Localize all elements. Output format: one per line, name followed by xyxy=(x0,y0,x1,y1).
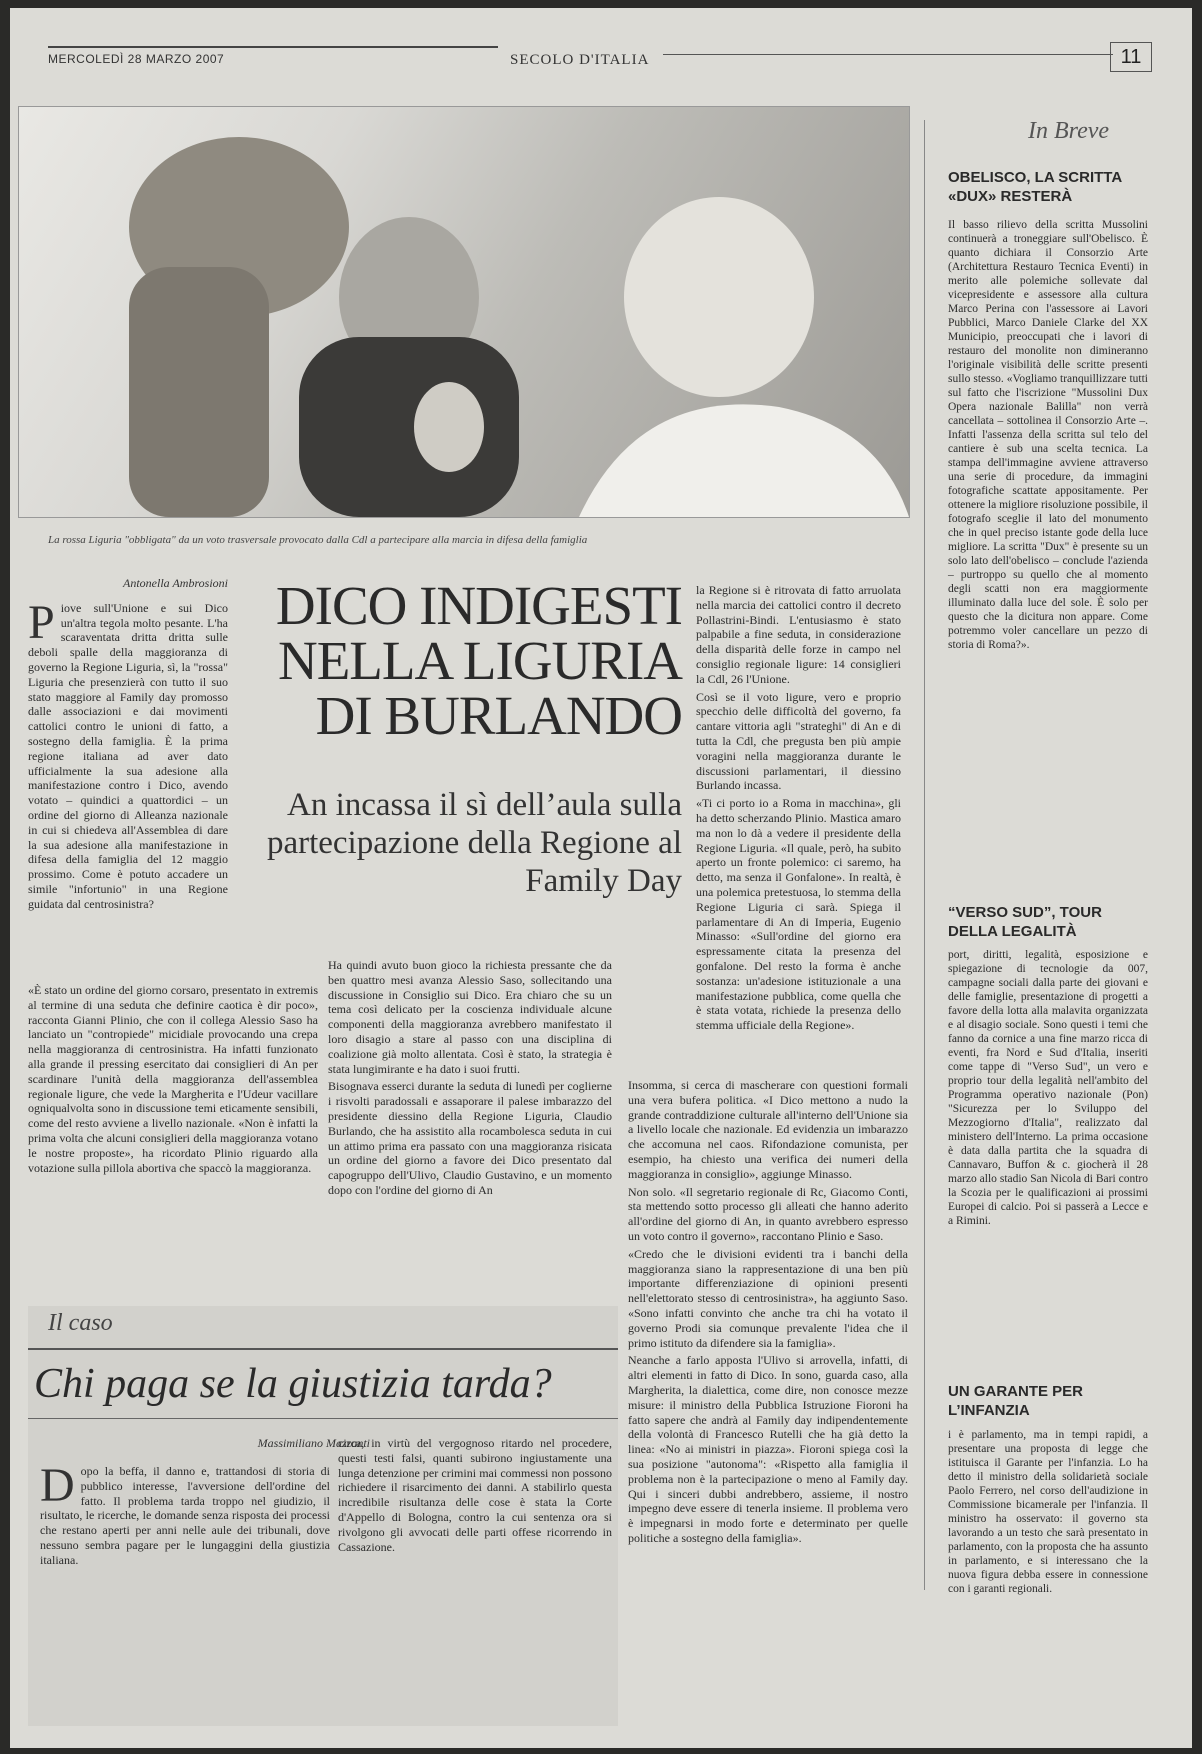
masthead-rule-right xyxy=(663,54,1113,55)
caso-col1-text: opo la beffa, il danno e, trattandosi di storia di pubblico interesse, l'avversione dell'ordine del fatto. Il problema tarda troppo nel giudizio, il risultato, le ricerche, le domande senza risposta dei processi che restano aperti per anni nelle aule dei tribunali, dove nessuno sembra pagare per le lungaggini della giustizia italiana. xyxy=(40,1464,330,1567)
sidebar-divider xyxy=(924,120,925,1590)
article-col2b-text: Bisognava esserci durante la seduta di lunedì per coglierne i risvolti paradossali e assaporare il palese imbarazzo del presidente diessino della Regione Liguria, Claudio Burlando, che ha assistito alla rocambolesca seduta in cui un attimo prima era passato con una maggioranza risicata un ordine del giorno a favore dei Dico presentato dal capogruppo dell'Ulivo, Claudio Gustavino, e un momento dopo con l'ordine del giorno di An xyxy=(328,1079,612,1197)
article-col1-text: iove sull'Unione e sui Dico un'altra tegola molto pesante. L'ha scaraventata dritta dritta sulle deboli spalle della maggioranza di governo la Regione Liguria, sì, la "rossa" Liguria che presenzierà con tutto il suo stato maggiore al Family day promosso dalle associazioni e dai movimenti cattolici contro le unioni di fatto, a sostegno della famiglia. È la prima regione italiana ad aver dato ufficialmente la sua adesione alla manifestazione contro i Dico, avendo votato – quindici a quattordici – un ordine del giorno di Alleanza nazionale in cui si chiedeva all'Assemblea di dare la sua adesione alla manifestazione in difesa della famiglia del 12 maggio prossimo. Come è potuto accadere un simile "infortunio" in una Regione guidata dal centrosinistra? xyxy=(28,600,228,911)
article-col3e-text: Non solo. «Il segretario regionale di Rc, Giacomo Conti, sta mettendo sotto processo gli alleati che hanno aderito all'ordine del giorno di An, in quanto avrebbero espresso un voto contro il governo», raccontano Plinio e Saso. xyxy=(628,1184,908,1243)
brief-2-title: “VERSO SUD”, TOUR DELLA LEGALITÀ xyxy=(948,904,1102,940)
brief-2-text: port, diritti, legalità, esposizione e spiegazione di tecnologie da 007, campagne sociali dalla parte dei giovani e delle famiglie, presentazione di progetti a favore della lotta alla malavita organizzata e al disagio sociale. Sono questi i temi che fanno da cornice a una fine marzo ricca di eventi, fra Nord e Sud d'Italia, inseriti come tappe di "Verso Sud", un vero e proprio tour della legalità nell'ambito del Programma operativo nazionale (Pon) "Sicurezza per lo Sviluppo del Mezzogiorno d'Italia", realizzato dal ministero dell'Interno. La prima occasione è data dalla partita che la squadra di Cannavaro, Buffon & c. giocherà il 28 marzo allo stadio San Nicola di Bari contro la Scozia per le qualificazioni ai prossimi Europei di calcio. Poi si passerà a Lecce e a Rimini. xyxy=(948,949,1148,1227)
brief-1-title: OBELISCO, LA SCRITTA «DUX» RESTERÀ xyxy=(948,169,1122,205)
photo-illustration xyxy=(19,107,909,517)
article-column-4 xyxy=(628,1078,908,1718)
article-subhead: An incassa il sì dell’aula sulla partecipazione della Regione al Family Day xyxy=(266,787,682,899)
paper-name: SECOLO D'ITALIA xyxy=(510,52,650,68)
article-column-1 xyxy=(28,576,228,915)
article-col3f-text: «Credo che le divisioni evidenti tra i banchi della maggioranza siano la rappresentazione di una ben più importante differenziazione di opinioni presenti nell'elettorato stesso di centrosinistra», ha aggiunto Saso. «Sono infatti convinto che anche tra chi ha votato il governo Prodi sia comunque prevalente l'idea che il primo istituto da difendere sia la famiglia». xyxy=(628,1246,908,1350)
article-column-3 xyxy=(696,583,901,1036)
masthead xyxy=(48,42,1148,76)
article-col3d-text: Insomma, si cerca di mascherare con questioni formali una vera bufera politica. «I Dico mettono a nudo la grande contraddizione culturale all'interno dell'Unione sia a livello locale che nazionale. Ed evidenzia un imbarazzo che accomuna nel caos. Rifondazione comunista, per esempio, ha chiesto una verifica dei numeri della maggioranza in consiglio», aggiunge Minasso. xyxy=(628,1078,908,1181)
article-column-1b xyxy=(28,983,318,1178)
article-col1b-text: «È stato un ordine del giorno corsaro, presentato in extremis al termine di una seduta che definire caotica è dir poco», racconta Gianni Plinio, che con il collega Alessio Saso ha lanciato un "contropiede" micidiale provocando una crepa nella maggioranza di centrosinistra. Ha infatti funzionato alla grande il pressing esercitato dai consiglieri di An per scardinare l'unità della maggioranza dell'assemblea regionale ligure, che vede la Margherita e l'Udeur vacillare ogniqualvolta sono in discussione temi eticamente sensibili, come del resto avviene a livello nazionale. «Non è infatti la prima volta che alcuni consiglieri della maggioranza votano le nostre proposte», ha ricordato Plinio riguardo alla votazione sulla pillola abortiva che spaccò la maggioranza. xyxy=(28,983,318,1175)
drop-cap-d: D xyxy=(40,1464,75,1512)
article-col3c-text: «Ti ci porto io a Roma in macchina», gli ha detto scherzando Plinio. Mastica amaro ma non lo dà a vedere il presidente della Regione Liguria. «Il quale, però, ha subito aperto un fronte polemico: ci saremo, ha detto, ma senza il Gonfalone». In realtà, è una polemica pretestuosa, lo stemma della Regione Liguria ci sarà. Spiega il parlamentare di An di Imperia, Eugenio Minasso: «Sull'ordine del giorno era espressamente citata la presenza del gonfalone. Del resto la forma è anche sostanza: un'adesione istituzionale a una manifestazione pubblica, come quella che è stata votata, richiede la presenza dello stemma ufficiale della Regione». xyxy=(696,796,901,1033)
caso-column-2 xyxy=(338,1436,612,1716)
caso-rule-bottom xyxy=(28,1418,618,1419)
article-col3-text: la Regione si è ritrovata di fatto arruolata nella marcia dei cattolici contro il decreto Pollastrini-Bindi. L'entusiasmo è stato palpabile a fine seduta, in considerazione della disparità delle forze in campo nel consiglio regionale ligure: 14 consiglieri la Cdl, 26 l'Unione. xyxy=(696,583,901,686)
caso-col2-text: circa, in virtù del vergognoso ritardo nel procedere, questi testi falsi, quanti subirono ingiustamente una lunga detenzione per crimini mai commessi non possono richiedere il risarcimento dei danni. A stabilirlo questa incredibile risultanza delle cose è stata la Corte d'Appello di Bologna, contro la cui sentenza ora si rivolgono gli avvocati delle parti offese ricorrendo in Cassazione. xyxy=(338,1436,612,1554)
masthead-rule-left xyxy=(48,46,498,48)
photo-caption: La rossa Liguria "obbligata" da un voto trasversale provocato dalla Cdl a partecipare alla marcia in difesa della famiglia xyxy=(48,534,588,546)
brief-1-text: Il basso rilievo della scritta Mussolini continuerà a troneggiare sull'Obelisco. È quanto dichiara il Consorzio Arte (Architettura Restauro Tecnica Eventi) in merito alle polemiche sollevate dal vicepresidente e assessore alla cultura Marco Perina con l'assessore ai Lavori Pubblici, Marco Daniele Clarke del XX Municipio, preoccupati che i lavori di restauro del monolite non dimineranno l'originale visibilità delle scritte presenti sullo stesso. «Vogliamo tranquillizzare tutti sul fatto che l'iscrizione "Mussolini Dux Opera nazionale Balilla" non verrà cancellata – sottolinea il Consorzio Arte –. Infatti l'assenza della scritta sul telo del cantiere è sub una scelta tecnica. La stampa dell'immagine avviene attraverso una serie di procedure, da immagini fotografiche scattate appositamente. Per ottenere la migliore risoluzione possibile, il fotografo sceglie il lato del monumento che in quel preciso istante gode della luce migliore. La scritta "Dux" è presente su un solo lato dell'obelisco – conclude l'azienda – purtroppo su quello che al momento degli scatti non era maggiormente illuminato dalla luce del sole. È solo per questo che la dicitura non appare. Come potremmo voler cancellare un pezzo di storia di Roma?». xyxy=(948,219,1148,651)
caso-rule-top xyxy=(28,1348,618,1350)
article-col2-text: Ha quindi avuto buon gioco la richiesta pressante che da ben quattro mesi avanza Alessio Saso, sollecitando una discussione in Consiglio sui Dico. Era chiaro che su un tema così delicato per la coscienza individuale alcune componenti della maggioranza avrebbero manifestato il loro disagio a stare al passo con una disciplina di coalizione già molto allentata. Così è stato, la strategia è stata lungimirante e ha dato i suoi frutti. xyxy=(328,958,612,1076)
page-number: 11 xyxy=(1110,42,1152,72)
caso-label: Il caso xyxy=(48,1310,113,1336)
article-column-2 xyxy=(328,958,612,1201)
caso-column-1 xyxy=(40,1464,330,1714)
brief-3-text: i è parlamento, ma in tempi rapidi, a presentare una proposta di legge che istituisca il Garante per l'infanzia. Lo ha detto il ministro della solidarietà sociale Paolo Ferrero, nel corso dell'audizione in Commissione bicamerale per l'infanzia. Il ministro ha osservato: il governo sta lavorando a un testo che sarà presentato in parlamento, con la proposta che ha assunto in parlamento, e si interessano che la nuova figura debba essere in connessione con i garanti regionali. xyxy=(948,1429,1148,1595)
article-col3b-text: Così se il voto ligure, vero e proprio specchio delle difficoltà del governo, fa cantare vittoria agli "strateghi" di An e di tutta la Cdl, che pregusta ben più ampie voragini nella maggioranza durante le discussioni parlamentari, il diessino Burlando incassa. xyxy=(696,689,901,793)
brief-3-title: UN GARANTE PER L’INFANZIA xyxy=(948,1383,1084,1419)
article-byline: Antonella Ambrosioni xyxy=(123,576,228,590)
sidebar-label: In Breve xyxy=(1028,118,1110,144)
article-col3g-text: Neanche a farlo apposta l'Ulivo si arrovella, infatti, di altri elementi in fatto di Dico. In sono, guarda caso, alla Margherita, la dialettica, come dire, non conosce mezze misure: il ministro della Pubblica Istruzione Fioroni ha fatto sapere che andrà al Family day indipendentemente della volontà di Francesco Rutelli che ha già detto la linea: «No ai ministri in piazza». Fioroni spiega così la sua posizione "autonoma": «Rispetto alla famiglia il problema non è la partecipazione o meno al Family day. Qui i sinceri dubbi andrebbero, assieme, il nostro impegno deve essere di tenerla insieme. Il problema vero è impegnarsi in modo forte e determinato per quelle politiche a sostegno della famiglia». xyxy=(628,1353,908,1545)
caso-title: Chi paga se la giustizia tarda? xyxy=(34,1361,552,1407)
caso-byline: Massimiliano Mazzanti xyxy=(257,1436,370,1450)
drop-cap-p: P xyxy=(28,595,55,649)
main-photo xyxy=(18,106,910,518)
issue-date: MERCOLEDÌ 28 MARZO 2007 xyxy=(48,52,225,66)
newspaper-page xyxy=(10,8,1192,1748)
article-headline: DICO INDIGESTI NELLA LIGURIA DI BURLANDO xyxy=(275,575,682,746)
